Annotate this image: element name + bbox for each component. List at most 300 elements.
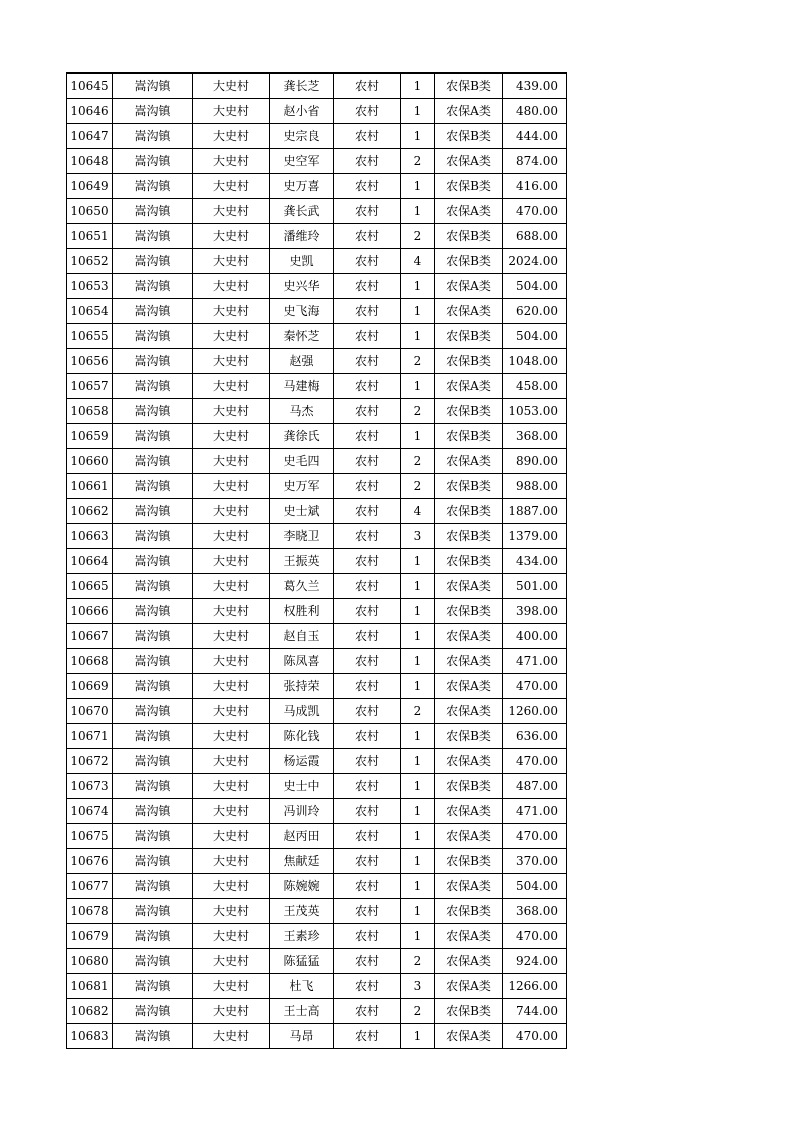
household-type-cell: 农村	[334, 974, 401, 999]
table-row	[67, 624, 567, 649]
village-cell: 大史村	[193, 424, 270, 449]
record-id-cell: 10650	[67, 199, 113, 224]
insurance-category-cell: 农保B类	[435, 424, 503, 449]
town-cell: 嵩沟镇	[113, 174, 193, 199]
insurance-category-cell: 农保A类	[435, 449, 503, 474]
table-row	[67, 449, 567, 474]
name-cell: 赵小省	[270, 99, 334, 124]
table-row	[67, 1024, 567, 1049]
village-cell: 大史村	[193, 73, 270, 99]
household-type-cell: 农村	[334, 124, 401, 149]
household-type-cell: 农村	[334, 149, 401, 174]
name-cell: 秦怀芝	[270, 324, 334, 349]
record-id-cell: 10664	[67, 549, 113, 574]
member-count-cell: 1	[401, 199, 435, 224]
village-cell: 大史村	[193, 349, 270, 374]
member-count-cell: 1	[401, 624, 435, 649]
town-cell: 嵩沟镇	[113, 949, 193, 974]
record-id-cell: 10673	[67, 774, 113, 799]
insurance-category-cell: 农保A类	[435, 924, 503, 949]
insurance-category-cell: 农保A类	[435, 649, 503, 674]
household-type-cell: 农村	[334, 299, 401, 324]
town-cell: 嵩沟镇	[113, 599, 193, 624]
table-row	[67, 73, 567, 99]
record-id-cell: 10678	[67, 899, 113, 924]
town-cell: 嵩沟镇	[113, 249, 193, 274]
member-count-cell: 3	[401, 524, 435, 549]
household-type-cell: 农村	[334, 899, 401, 924]
household-type-cell: 农村	[334, 949, 401, 974]
name-cell: 马昂	[270, 1024, 334, 1049]
household-type-cell: 农村	[334, 649, 401, 674]
name-cell: 龚长芝	[270, 73, 334, 99]
insurance-category-cell: 农保A类	[435, 949, 503, 974]
name-cell: 葛久兰	[270, 574, 334, 599]
village-cell: 大史村	[193, 1024, 270, 1049]
insurance-category-cell: 农保A类	[435, 374, 503, 399]
name-cell: 史毛四	[270, 449, 334, 474]
table-row	[67, 424, 567, 449]
insurance-category-cell: 农保A类	[435, 99, 503, 124]
amount-cell: 368.00	[503, 899, 567, 924]
table-row	[67, 674, 567, 699]
record-id-cell: 10651	[67, 224, 113, 249]
village-cell: 大史村	[193, 599, 270, 624]
record-id-cell: 10665	[67, 574, 113, 599]
household-type-cell: 农村	[334, 574, 401, 599]
member-count-cell: 1	[401, 124, 435, 149]
amount-cell: 1887.00	[503, 499, 567, 524]
member-count-cell: 2	[401, 949, 435, 974]
town-cell: 嵩沟镇	[113, 899, 193, 924]
name-cell: 马杰	[270, 399, 334, 424]
table-row	[67, 949, 567, 974]
record-id-cell: 10681	[67, 974, 113, 999]
village-cell: 大史村	[193, 99, 270, 124]
member-count-cell: 1	[401, 899, 435, 924]
amount-cell: 398.00	[503, 599, 567, 624]
record-id-cell: 10646	[67, 99, 113, 124]
household-type-cell: 农村	[334, 749, 401, 774]
record-id-cell: 10649	[67, 174, 113, 199]
record-id-cell: 10647	[67, 124, 113, 149]
member-count-cell: 2	[401, 149, 435, 174]
village-cell: 大史村	[193, 974, 270, 999]
amount-cell: 1048.00	[503, 349, 567, 374]
insurance-category-cell: 农保B类	[435, 774, 503, 799]
household-type-cell: 农村	[334, 724, 401, 749]
town-cell: 嵩沟镇	[113, 774, 193, 799]
insurance-category-cell: 农保B类	[435, 73, 503, 99]
member-count-cell: 2	[401, 449, 435, 474]
member-count-cell: 1	[401, 374, 435, 399]
member-count-cell: 1	[401, 649, 435, 674]
village-cell: 大史村	[193, 874, 270, 899]
town-cell: 嵩沟镇	[113, 374, 193, 399]
village-cell: 大史村	[193, 374, 270, 399]
table-row	[67, 174, 567, 199]
record-id-cell: 10669	[67, 674, 113, 699]
amount-cell: 2024.00	[503, 249, 567, 274]
member-count-cell: 1	[401, 299, 435, 324]
household-type-cell: 农村	[334, 699, 401, 724]
name-cell: 陈化钱	[270, 724, 334, 749]
town-cell: 嵩沟镇	[113, 849, 193, 874]
member-count-cell: 1	[401, 874, 435, 899]
table-row	[67, 299, 567, 324]
amount-cell: 1260.00	[503, 699, 567, 724]
village-cell: 大史村	[193, 849, 270, 874]
insurance-category-cell: 农保A类	[435, 274, 503, 299]
member-count-cell: 1	[401, 774, 435, 799]
village-cell: 大史村	[193, 224, 270, 249]
name-cell: 张持荣	[270, 674, 334, 699]
record-id-cell: 10666	[67, 599, 113, 624]
record-id-cell: 10656	[67, 349, 113, 374]
record-id-cell: 10674	[67, 799, 113, 824]
name-cell: 史士中	[270, 774, 334, 799]
name-cell: 马建梅	[270, 374, 334, 399]
insurance-category-cell: 农保A类	[435, 749, 503, 774]
name-cell: 史空军	[270, 149, 334, 174]
record-id-cell: 10675	[67, 824, 113, 849]
amount-cell: 504.00	[503, 274, 567, 299]
insurance-category-cell: 农保B类	[435, 499, 503, 524]
member-count-cell: 2	[401, 699, 435, 724]
record-id-cell: 10652	[67, 249, 113, 274]
name-cell: 马成凯	[270, 699, 334, 724]
record-id-cell: 10667	[67, 624, 113, 649]
record-id-cell: 10661	[67, 474, 113, 499]
village-cell: 大史村	[193, 824, 270, 849]
insurance-category-cell: 农保A类	[435, 299, 503, 324]
village-cell: 大史村	[193, 249, 270, 274]
record-id-cell: 10658	[67, 399, 113, 424]
table-row	[67, 599, 567, 624]
amount-cell: 470.00	[503, 674, 567, 699]
record-id-cell: 10655	[67, 324, 113, 349]
amount-cell: 501.00	[503, 574, 567, 599]
town-cell: 嵩沟镇	[113, 124, 193, 149]
member-count-cell: 1	[401, 599, 435, 624]
village-cell: 大史村	[193, 699, 270, 724]
town-cell: 嵩沟镇	[113, 874, 193, 899]
village-cell: 大史村	[193, 549, 270, 574]
insurance-category-cell: 农保B类	[435, 399, 503, 424]
record-id-cell: 10672	[67, 749, 113, 774]
insurance-category-cell: 农保B类	[435, 174, 503, 199]
table-row	[67, 274, 567, 299]
amount-cell: 470.00	[503, 1024, 567, 1049]
insurance-category-cell: 农保B类	[435, 524, 503, 549]
amount-cell: 444.00	[503, 124, 567, 149]
village-cell: 大史村	[193, 299, 270, 324]
name-cell: 王素珍	[270, 924, 334, 949]
insurance-category-cell: 农保A类	[435, 674, 503, 699]
table-row	[67, 849, 567, 874]
village-cell: 大史村	[193, 174, 270, 199]
member-count-cell: 1	[401, 749, 435, 774]
record-id-cell: 10648	[67, 149, 113, 174]
town-cell: 嵩沟镇	[113, 274, 193, 299]
table-body	[67, 73, 567, 1049]
village-cell: 大史村	[193, 674, 270, 699]
household-type-cell: 农村	[334, 1024, 401, 1049]
member-count-cell: 1	[401, 824, 435, 849]
member-count-cell: 2	[401, 349, 435, 374]
amount-cell: 471.00	[503, 799, 567, 824]
amount-cell: 1379.00	[503, 524, 567, 549]
table-row	[67, 924, 567, 949]
village-cell: 大史村	[193, 724, 270, 749]
name-cell: 赵自玉	[270, 624, 334, 649]
table-row	[67, 749, 567, 774]
village-cell: 大史村	[193, 399, 270, 424]
amount-cell: 744.00	[503, 999, 567, 1024]
member-count-cell: 1	[401, 549, 435, 574]
village-cell: 大史村	[193, 149, 270, 174]
table-row	[67, 524, 567, 549]
member-count-cell: 1	[401, 574, 435, 599]
town-cell: 嵩沟镇	[113, 1024, 193, 1049]
member-count-cell: 2	[401, 399, 435, 424]
town-cell: 嵩沟镇	[113, 349, 193, 374]
town-cell: 嵩沟镇	[113, 574, 193, 599]
town-cell: 嵩沟镇	[113, 549, 193, 574]
village-cell: 大史村	[193, 774, 270, 799]
table-row	[67, 824, 567, 849]
insurance-category-cell: 农保A类	[435, 974, 503, 999]
name-cell: 焦献廷	[270, 849, 334, 874]
table-row	[67, 399, 567, 424]
member-count-cell: 1	[401, 324, 435, 349]
name-cell: 王士高	[270, 999, 334, 1024]
village-cell: 大史村	[193, 199, 270, 224]
insurance-category-cell: 农保B类	[435, 899, 503, 924]
household-type-cell: 农村	[334, 849, 401, 874]
household-type-cell: 农村	[334, 624, 401, 649]
amount-cell: 458.00	[503, 374, 567, 399]
member-count-cell: 1	[401, 99, 435, 124]
name-cell: 李晓卫	[270, 524, 334, 549]
name-cell: 王茂英	[270, 899, 334, 924]
amount-cell: 1266.00	[503, 974, 567, 999]
member-count-cell: 3	[401, 974, 435, 999]
name-cell: 权胜利	[270, 599, 334, 624]
record-id-cell: 10645	[67, 73, 113, 99]
amount-cell: 504.00	[503, 324, 567, 349]
record-id-cell: 10682	[67, 999, 113, 1024]
member-count-cell: 2	[401, 474, 435, 499]
village-cell: 大史村	[193, 899, 270, 924]
name-cell: 史凯	[270, 249, 334, 274]
member-count-cell: 2	[401, 999, 435, 1024]
household-type-cell: 农村	[334, 399, 401, 424]
household-type-cell: 农村	[334, 449, 401, 474]
amount-cell: 874.00	[503, 149, 567, 174]
table-row	[67, 899, 567, 924]
table-row	[67, 724, 567, 749]
amount-cell: 1053.00	[503, 399, 567, 424]
name-cell: 陈凤喜	[270, 649, 334, 674]
record-id-cell: 10680	[67, 949, 113, 974]
household-type-cell: 农村	[334, 199, 401, 224]
household-type-cell: 农村	[334, 174, 401, 199]
benefit-table	[66, 72, 567, 1049]
village-cell: 大史村	[193, 999, 270, 1024]
town-cell: 嵩沟镇	[113, 649, 193, 674]
village-cell: 大史村	[193, 524, 270, 549]
name-cell: 龚长武	[270, 199, 334, 224]
table-row	[67, 349, 567, 374]
table-row	[67, 374, 567, 399]
table-row	[67, 99, 567, 124]
name-cell: 陈猛猛	[270, 949, 334, 974]
amount-cell: 688.00	[503, 224, 567, 249]
amount-cell: 487.00	[503, 774, 567, 799]
record-id-cell: 10663	[67, 524, 113, 549]
insurance-category-cell: 农保A类	[435, 199, 503, 224]
household-type-cell: 农村	[334, 249, 401, 274]
amount-cell: 636.00	[503, 724, 567, 749]
insurance-category-cell: 农保A类	[435, 874, 503, 899]
record-id-cell: 10660	[67, 449, 113, 474]
table-row	[67, 974, 567, 999]
name-cell: 史宗良	[270, 124, 334, 149]
household-type-cell: 农村	[334, 999, 401, 1024]
amount-cell: 416.00	[503, 174, 567, 199]
name-cell: 杨运霞	[270, 749, 334, 774]
town-cell: 嵩沟镇	[113, 924, 193, 949]
amount-cell: 988.00	[503, 474, 567, 499]
record-id-cell: 10679	[67, 924, 113, 949]
household-type-cell: 农村	[334, 824, 401, 849]
insurance-category-cell: 农保B类	[435, 724, 503, 749]
town-cell: 嵩沟镇	[113, 699, 193, 724]
insurance-category-cell: 农保B类	[435, 474, 503, 499]
amount-cell: 370.00	[503, 849, 567, 874]
household-type-cell: 农村	[334, 499, 401, 524]
household-type-cell: 农村	[334, 774, 401, 799]
name-cell: 赵丙田	[270, 824, 334, 849]
town-cell: 嵩沟镇	[113, 299, 193, 324]
town-cell: 嵩沟镇	[113, 824, 193, 849]
name-cell: 史士斌	[270, 499, 334, 524]
record-id-cell: 10671	[67, 724, 113, 749]
name-cell: 王振英	[270, 549, 334, 574]
amount-cell: 400.00	[503, 624, 567, 649]
member-count-cell: 1	[401, 424, 435, 449]
insurance-category-cell: 农保B类	[435, 849, 503, 874]
town-cell: 嵩沟镇	[113, 399, 193, 424]
village-cell: 大史村	[193, 499, 270, 524]
insurance-category-cell: 农保A类	[435, 699, 503, 724]
amount-cell: 368.00	[503, 424, 567, 449]
household-type-cell: 农村	[334, 874, 401, 899]
town-cell: 嵩沟镇	[113, 474, 193, 499]
household-type-cell: 农村	[334, 549, 401, 574]
household-type-cell: 农村	[334, 474, 401, 499]
household-type-cell: 农村	[334, 324, 401, 349]
name-cell: 史万喜	[270, 174, 334, 199]
amount-cell: 924.00	[503, 949, 567, 974]
village-cell: 大史村	[193, 324, 270, 349]
member-count-cell: 2	[401, 224, 435, 249]
town-cell: 嵩沟镇	[113, 499, 193, 524]
insurance-category-cell: 农保A类	[435, 624, 503, 649]
record-id-cell: 10653	[67, 274, 113, 299]
household-type-cell: 农村	[334, 599, 401, 624]
record-id-cell: 10677	[67, 874, 113, 899]
amount-cell: 480.00	[503, 99, 567, 124]
amount-cell: 470.00	[503, 824, 567, 849]
table-row	[67, 474, 567, 499]
table-row	[67, 224, 567, 249]
record-id-cell: 10676	[67, 849, 113, 874]
member-count-cell: 1	[401, 924, 435, 949]
village-cell: 大史村	[193, 749, 270, 774]
household-type-cell: 农村	[334, 799, 401, 824]
insurance-category-cell: 农保A类	[435, 824, 503, 849]
table-row	[67, 699, 567, 724]
household-type-cell: 农村	[334, 924, 401, 949]
insurance-category-cell: 农保A类	[435, 574, 503, 599]
village-cell: 大史村	[193, 274, 270, 299]
name-cell: 陈婉婉	[270, 874, 334, 899]
town-cell: 嵩沟镇	[113, 149, 193, 174]
member-count-cell: 1	[401, 73, 435, 99]
insurance-category-cell: 农保B类	[435, 324, 503, 349]
record-id-cell: 10657	[67, 374, 113, 399]
insurance-category-cell: 农保B类	[435, 599, 503, 624]
name-cell: 史飞海	[270, 299, 334, 324]
insurance-category-cell: 农保A类	[435, 799, 503, 824]
household-type-cell: 农村	[334, 274, 401, 299]
household-type-cell: 农村	[334, 99, 401, 124]
insurance-category-cell: 农保B类	[435, 549, 503, 574]
household-type-cell: 农村	[334, 73, 401, 99]
table-row	[67, 774, 567, 799]
insurance-category-cell: 农保B类	[435, 349, 503, 374]
household-type-cell: 农村	[334, 674, 401, 699]
table-row	[67, 549, 567, 574]
insurance-category-cell: 农保B类	[435, 124, 503, 149]
insurance-category-cell: 农保B类	[435, 249, 503, 274]
table-row	[67, 799, 567, 824]
village-cell: 大史村	[193, 574, 270, 599]
record-id-cell: 10670	[67, 699, 113, 724]
town-cell: 嵩沟镇	[113, 99, 193, 124]
name-cell: 龚徐氏	[270, 424, 334, 449]
member-count-cell: 1	[401, 174, 435, 199]
member-count-cell: 1	[401, 799, 435, 824]
member-count-cell: 1	[401, 274, 435, 299]
household-type-cell: 农村	[334, 424, 401, 449]
town-cell: 嵩沟镇	[113, 73, 193, 99]
member-count-cell: 1	[401, 849, 435, 874]
town-cell: 嵩沟镇	[113, 724, 193, 749]
table-row	[67, 149, 567, 174]
table-row	[67, 499, 567, 524]
amount-cell: 890.00	[503, 449, 567, 474]
village-cell: 大史村	[193, 799, 270, 824]
insurance-category-cell: 农保A类	[435, 1024, 503, 1049]
table-row	[67, 999, 567, 1024]
table-row	[67, 649, 567, 674]
amount-cell: 434.00	[503, 549, 567, 574]
amount-cell: 470.00	[503, 199, 567, 224]
member-count-cell: 1	[401, 1024, 435, 1049]
